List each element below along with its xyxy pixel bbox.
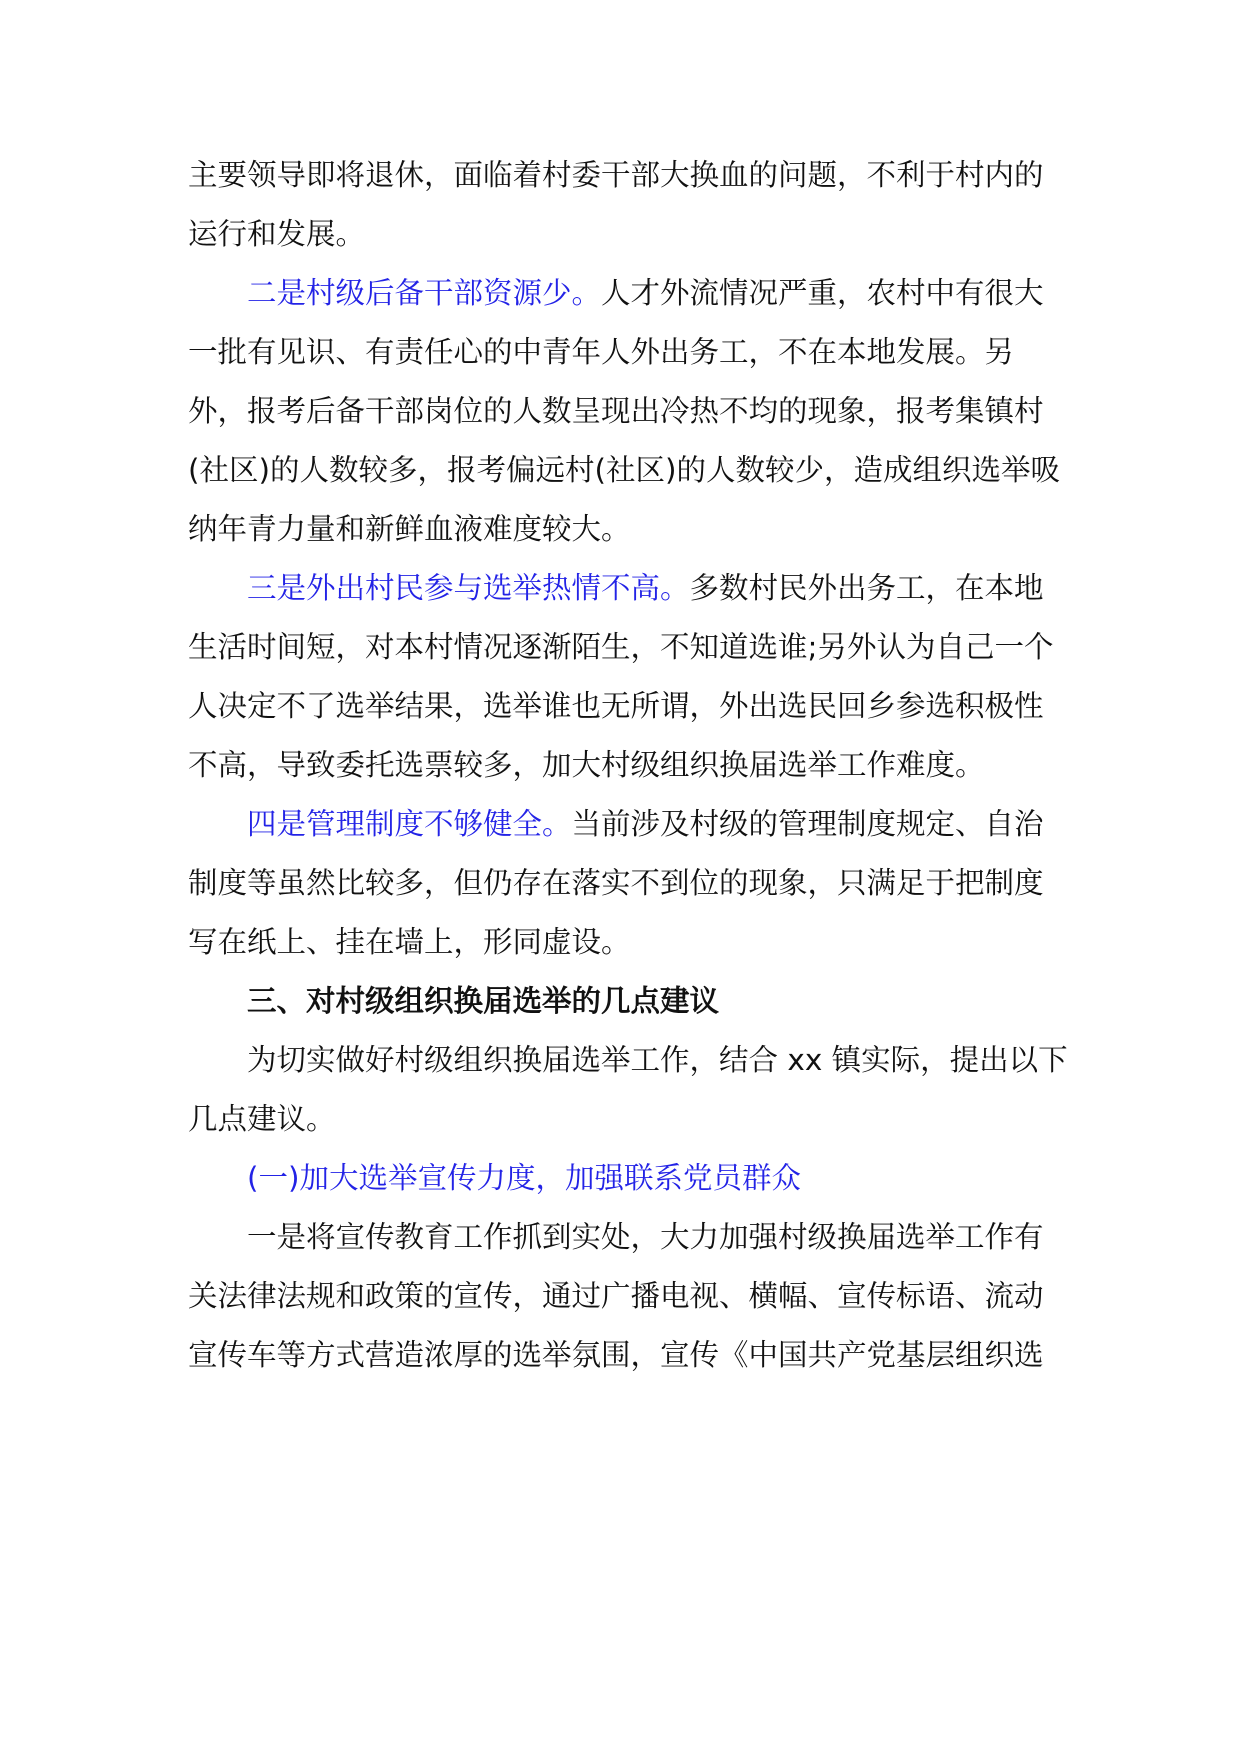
body-line: 生活时间短，对本村情况逐渐陌生，不知道选谁;另外认为自己一个 bbox=[188, 630, 1054, 664]
body-line: 写在纸上、挂在墙上，形同虚设。 bbox=[188, 925, 631, 959]
point-three-paragraph bbox=[247, 564, 1127, 612]
body-line: 主要领导即将退休，面临着村委干部大换血的问题，不利于村内的 bbox=[188, 158, 1044, 192]
body-line: 宣传车等方式营造浓厚的选举氛围，宣传《中国共产党基层组织选 bbox=[188, 1338, 1044, 1372]
point-four-heading: 四是管理制度不够健全。 bbox=[247, 807, 572, 841]
point-four-paragraph bbox=[247, 800, 1127, 848]
body-line: 一是将宣传教育工作抓到实处，大力加强村级换届选举工作有 bbox=[247, 1220, 1044, 1254]
body-line: 几点建议。 bbox=[188, 1102, 336, 1136]
body-line: 纳年青力量和新鲜血液难度较大。 bbox=[188, 512, 631, 546]
body-line: 制度等虽然比较多，但仍存在落实不到位的现象，只满足于把制度 bbox=[188, 866, 1044, 900]
body-line: 关法律法规和政策的宣传，通过广播电视、横幅、宣传标语、流动 bbox=[188, 1279, 1044, 1313]
body-line: 外，报考后备干部岗位的人数呈现出冷热不均的现象，报考集镇村 bbox=[188, 394, 1044, 428]
body-line: 人决定不了选举结果，选举谁也无所谓，外出选民回乡参选积极性 bbox=[188, 689, 1044, 723]
point-three-text: 多数村民外出务工，在本地 bbox=[689, 571, 1044, 605]
body-line: 不高，导致委托选票较多，加大村级组织换届选举工作难度。 bbox=[188, 748, 985, 782]
point-two-text: 人才外流情况严重，农村中有很大 bbox=[601, 276, 1044, 310]
section-heading: 三、对村级组织换届选举的几点建议 bbox=[247, 984, 720, 1018]
point-four-text: 当前涉及村级的管理制度规定、自治 bbox=[571, 807, 1044, 841]
point-two-paragraph bbox=[247, 269, 1127, 317]
body-line: 运行和发展。 bbox=[188, 217, 366, 251]
body-line: (社区)的人数较多，报考偏远村(社区)的人数较少，造成组织选举吸 bbox=[188, 453, 1061, 487]
body-line: 一批有见识、有责任心的中青年人外出务工，不在本地发展。另 bbox=[188, 335, 1015, 369]
point-three-heading: 三是外出村民参与选举热情不高。 bbox=[247, 571, 690, 605]
body-line: 为切实做好村级组织换届选举工作，结合 xx 镇实际，提出以下 bbox=[247, 1043, 1068, 1077]
subsection-heading: (一)加大选举宣传力度，加强联系党员群众 bbox=[247, 1161, 802, 1195]
point-two-heading: 二是村级后备干部资源少。 bbox=[247, 276, 602, 310]
